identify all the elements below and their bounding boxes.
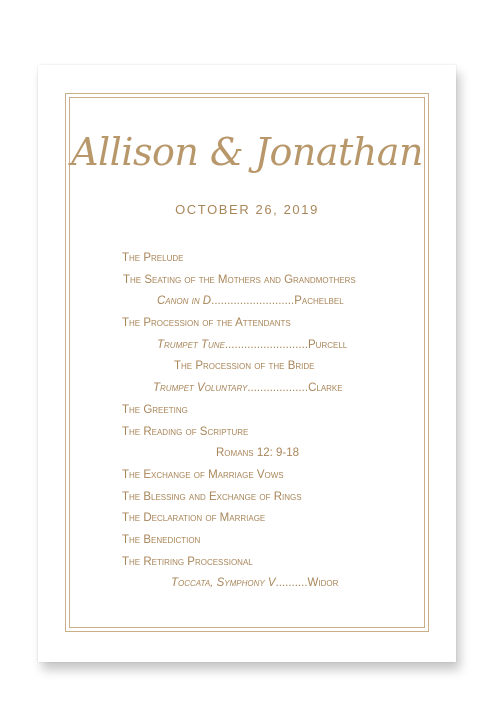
dot-leader: ................... — [247, 382, 309, 395]
music-piece: Trumpet Tune — [157, 338, 225, 351]
wedding-date: OCTOBER 26, 2019 — [175, 202, 319, 217]
program-item-reading: The Reading of Scripture — [122, 425, 249, 438]
program-item-procession-attendants: The Procession of the Attendants — [122, 317, 291, 330]
program-item-prelude: The Prelude — [122, 252, 184, 264]
music-piece: Canon in D — [157, 295, 212, 308]
music-piece: Trumpet Voluntary — [153, 382, 248, 395]
dot-leader: .......... — [275, 577, 308, 590]
program-item-vows: The Exchange of Marriage Vows — [122, 468, 284, 481]
program-item-greeting: The Greeting — [122, 403, 188, 416]
program-item-benediction: The Benediction — [122, 533, 201, 546]
program-scripture-reference: Romans 12: 9-18 — [216, 447, 300, 460]
ceremony-program-card — [38, 65, 456, 662]
dot-leader: .......................... — [211, 295, 295, 308]
program-music-trumpet-voluntary — [122, 378, 422, 400]
program-list — [122, 248, 422, 595]
music-composer: Purcell — [308, 338, 348, 351]
program-item-seating: The Seating of the Mothers and Grandmothers — [123, 273, 356, 286]
program-music-canon — [122, 291, 422, 313]
program-item-procession-bride: The Procession of the Bride — [174, 360, 315, 373]
music-composer: Pachelbel — [294, 295, 344, 308]
music-piece: Toccata, Symphony V — [171, 577, 276, 590]
dot-leader: .......................... — [224, 338, 308, 351]
couple-names: Allison & Jonathan — [71, 130, 423, 174]
program-music-trumpet-tune — [122, 335, 422, 357]
program-item-declaration: The Declaration of Marriage — [122, 512, 266, 525]
program-item-rings: The Blessing and Exchange of Rings — [122, 490, 302, 503]
program-item-recessional: The Retiring Processional — [122, 555, 253, 568]
program-music-toccata — [122, 573, 422, 595]
music-composer: Clarke — [308, 382, 343, 395]
music-composer: Widor — [307, 577, 339, 590]
